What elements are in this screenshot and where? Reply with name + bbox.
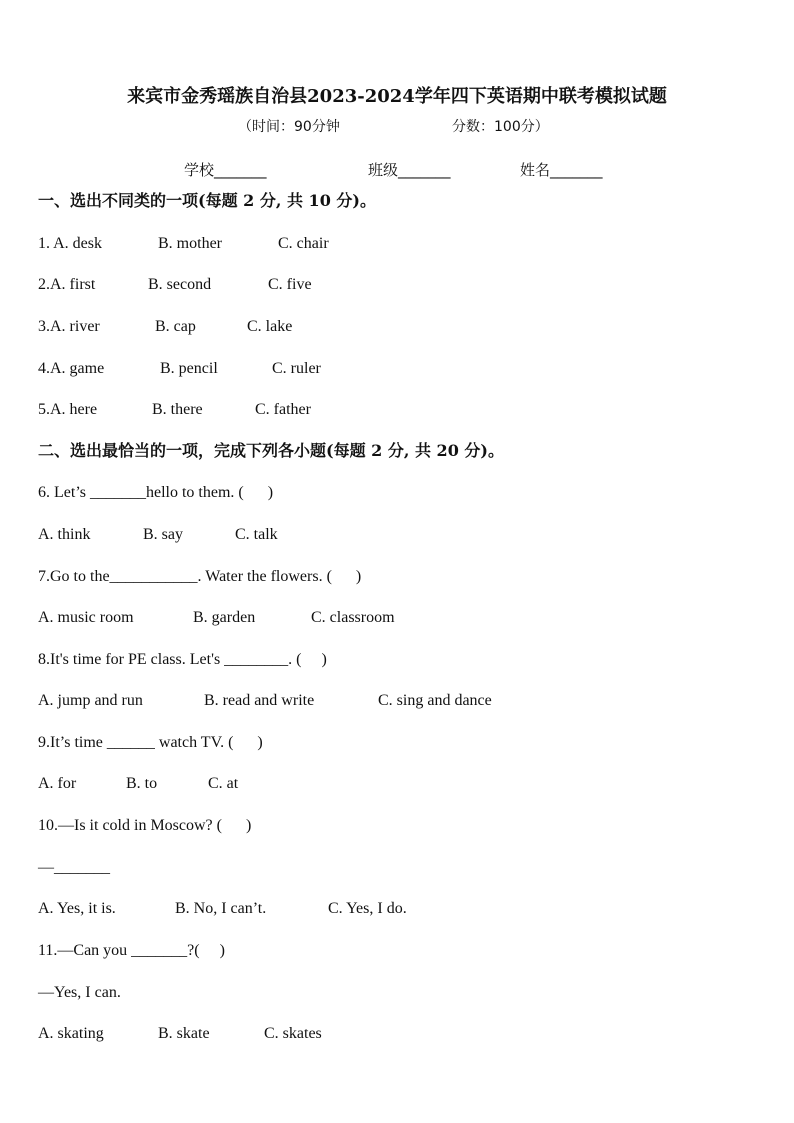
page-title: 来宾市金秀瑶族自治县2023-2024学年四下英语期中联考模拟试题: [127, 86, 667, 107]
q6-option-a: A. think: [38, 526, 91, 543]
q7-option-b: B. garden: [193, 609, 256, 626]
q7-option-a: A. music room: [38, 609, 134, 626]
option-a: A. desk: [53, 235, 103, 252]
q11-option-b: B. skate: [158, 1025, 210, 1042]
section-2-heading: 二、选出最恰当的一项，完成下列各小题(每题 2 分, 共 20 分)。: [38, 441, 504, 460]
question-number: 5.: [38, 401, 50, 418]
q8-option-a: A. jump and run: [38, 692, 143, 709]
option-a: A. game: [50, 360, 105, 377]
q10-option-c: C. Yes, I do.: [328, 900, 407, 917]
option-a: A. first: [50, 276, 96, 293]
option-c: C. ruler: [272, 360, 321, 377]
question-7-stem: 7.Go to the___________. Water the flowers. ( ): [38, 568, 362, 585]
question-10-stem: 10.—Is it cold in Moscow? ( ): [38, 817, 252, 834]
option-b: B. pencil: [160, 360, 218, 377]
question-number: 2.: [38, 276, 50, 293]
option-c: C. lake: [247, 318, 293, 335]
option-b: B. cap: [155, 318, 196, 335]
option-b: B. mother: [158, 235, 222, 252]
question-10-reply: —_______: [38, 859, 110, 876]
q9-option-b: B. to: [126, 775, 158, 792]
question-11-stem: 11.—Can you _______?( ): [38, 942, 225, 959]
option-c: C. chair: [278, 235, 329, 252]
q7-option-c: C. classroom: [311, 609, 395, 626]
name-field: 姓名_______: [520, 161, 603, 179]
school-field: 学校_______: [184, 161, 267, 179]
q9-option-a: A. for: [38, 775, 77, 792]
question-number: 3.: [38, 318, 50, 335]
time-info: （时间：90分钟: [238, 119, 340, 135]
q6-option-c: C. talk: [235, 526, 278, 543]
q11-option-a: A. skating: [38, 1025, 104, 1042]
class-field: 班级_______: [368, 161, 451, 179]
option-b: B. there: [152, 401, 203, 418]
question-8-stem: 8.It's time for PE class. Let's ________. ( ): [38, 651, 327, 668]
question-11-reply: —Yes, I can.: [38, 984, 121, 1001]
q6-option-b: B. say: [143, 526, 183, 543]
option-a: A. here: [50, 401, 98, 418]
q10-option-a: A. Yes, it is.: [38, 900, 116, 917]
question-9-stem: 9.It’s time ______ watch TV. ( ): [38, 734, 263, 751]
score-info: 分数：100分）: [452, 119, 549, 135]
question-number: 4.: [38, 360, 50, 377]
q11-option-c: C. skates: [264, 1025, 322, 1042]
question-number: 1.: [38, 235, 54, 252]
option-b: B. second: [148, 276, 212, 293]
option-c: C. five: [268, 276, 312, 293]
section-1-heading: 一、选出不同类的一项(每题 2 分, 共 10 分)。: [38, 191, 376, 210]
q10-option-b: B. No, I can’t.: [175, 900, 267, 917]
option-a: A. river: [50, 318, 100, 335]
q8-option-c: C. sing and dance: [378, 692, 492, 709]
q8-option-b: B. read and write: [204, 692, 315, 709]
q9-option-c: C. at: [208, 775, 239, 792]
option-c: C. father: [255, 401, 311, 418]
question-6-stem: 6. Let’s _______hello to them. ( ): [38, 484, 274, 501]
